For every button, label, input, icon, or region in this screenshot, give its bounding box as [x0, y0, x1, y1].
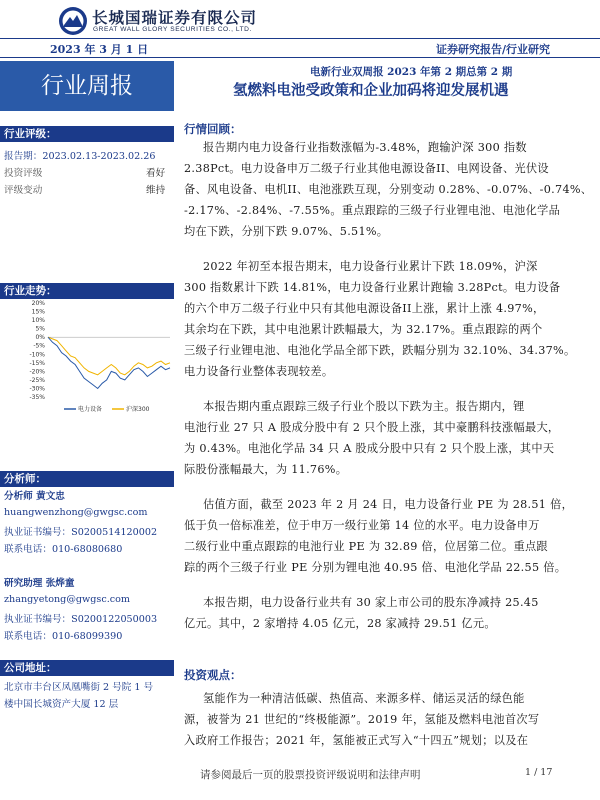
- y-tick-label: 5%: [35, 325, 45, 333]
- analyst-name: 分析师 黄文忠: [4, 491, 65, 502]
- address-line-1: 北京市丰台区凤凰嘴街 2 号院 1 号: [4, 682, 154, 693]
- series-line: [48, 337, 170, 388]
- body-line: 际股份涨幅最大，为 11.76%。: [184, 463, 348, 476]
- legend-label: 电力设备: [78, 406, 103, 413]
- body-line: 其余均在下跌，其中电池累计跌幅最大，为 32.17%。重点跟踪的两个: [184, 323, 543, 336]
- body-line: 二级行业中重点跟踪的电池行业 PE 为 32.89 倍，位居第二位。重点跟: [184, 540, 548, 553]
- industry-trend-chart: [24, 297, 172, 417]
- y-tick-label: 10%: [31, 317, 45, 325]
- body-line: 本报告期内重点跟踪三级子行业个股以下跌为主。报告期内，锂: [203, 400, 525, 413]
- body-line: 为 0.43%。电池化学品 34 只 A 股成分股中只有 2 只个股上涨，其中天: [184, 442, 555, 455]
- rating-change-label: 评级变动: [4, 185, 43, 196]
- body-line: -2.17%、-2.84%、-7.55%。重点跟踪的三级子行业锂电池、电池化学品: [184, 204, 561, 217]
- header-divider-2: [0, 57, 600, 58]
- company-name-cn: 长城国瑞证券有限公司: [92, 9, 258, 27]
- y-tick-label: -25%: [29, 376, 45, 384]
- y-tick-label: -5%: [33, 342, 45, 350]
- assistant-phone: 联系电话：010-68099390: [4, 631, 123, 642]
- rating-change-value: 维持: [146, 185, 166, 196]
- analyst-email[interactable]: huangwenzhong@gwgsc.com: [4, 507, 148, 518]
- body-line: 源，被誉为 21 世纪的“终极能源”。2019 年，氢能及燃料电池首次写: [184, 713, 540, 726]
- report-headline: 氢燃料电池受政策和企业加码将迎发展机遇: [233, 83, 509, 99]
- market-review-heading: 行情回顾：: [184, 122, 242, 136]
- y-tick-label: -30%: [29, 385, 45, 393]
- y-tick-label: -15%: [29, 359, 45, 367]
- body-line: 的六个申万二级子行业中只有其他电源设备II上涨，累计上涨 4.97%，: [184, 302, 545, 315]
- y-tick-label: 15%: [31, 308, 45, 316]
- body-line: 电力设备行业整体表现较差。: [184, 365, 334, 378]
- body-line: 备、风电设备、电机II、电池涨跌互现，分别变动 0.28%、-0.07%、-0.74%、: [184, 183, 593, 196]
- company-logo-icon: [58, 6, 88, 36]
- company-name-en: GREAT WALL GLORY SECURITIES CO., LTD.: [93, 26, 252, 33]
- assistant-email[interactable]: zhangyetong@gwgsc.com: [4, 594, 131, 605]
- page-number: 1 / 17: [525, 767, 553, 778]
- y-tick-label: 0%: [35, 334, 45, 342]
- body-line: 亿元。其中，2 家增持 4.05 亿元，28 家减持 29.51 亿元。: [184, 617, 496, 630]
- body-line: 电池行业 27 只 A 股成分股中有 2 只个股上涨，其中豪鹏科技涨幅最大，: [184, 421, 560, 434]
- body-line: 氢能作为一种清洁低碳、热值高、来源多样、储运灵活的绿色能: [203, 692, 525, 705]
- body-line: 本报告期，电力设备行业共有 30 家上市公司的股东净减持 25.45: [203, 596, 539, 609]
- y-tick-label: -35%: [29, 394, 45, 401]
- body-line: 报告期内电力设备行业指数涨幅为-3.48%，跑输沪深 300 指数: [203, 141, 527, 154]
- body-line: 低于负一倍标准差，位于申万一级行业第 14 位的水平。电力设备申万: [184, 519, 540, 532]
- analyst-section-title: 分析师：: [0, 471, 174, 487]
- body-line: 2.38Pct。电力设备申万二级子行业其他电源设备II、电网设备、光伏设: [184, 162, 549, 175]
- report-category: 证券研究报告/行业研究: [435, 43, 550, 56]
- header-divider: [0, 38, 600, 39]
- assistant-cert: 执业证书编号：S0200122050003: [4, 614, 158, 625]
- body-line: 300 指数累计下跌 14.81%，电力设备行业累计跑输 3.28Pct。电力设备: [184, 281, 561, 294]
- report-type: 行业周报: [41, 73, 133, 99]
- issue-label: 电新行业双周报 2023 年第 2 期总第 2 期: [310, 66, 513, 78]
- address-line-2: 楼中国长城资产大厦 12 层: [4, 699, 119, 710]
- rating-section-title: 行业评级：: [0, 126, 174, 142]
- rating-label: 投资评级: [4, 168, 43, 179]
- investment-view-heading: 投资观点：: [184, 668, 242, 682]
- report-period: 报告期：2023.02.13-2023.02.26: [4, 151, 156, 162]
- legend-label: 沪深300: [126, 406, 150, 413]
- rating-value: 看好: [146, 168, 166, 179]
- body-line: 入政府工作报告；2021 年，氢能被正式写入“十四五”规划；以及在: [184, 734, 529, 747]
- analyst-phone: 联系电话：010-68080680: [4, 544, 123, 555]
- analyst-cert: 执业证书编号：S0200514120002: [4, 527, 158, 538]
- trend-section-title: 行业走势：: [0, 283, 174, 299]
- body-line: 踪的两个三级子行业 PE 分别为锂电池 40.95 倍、电池化学品 22.55 倍。: [184, 561, 567, 574]
- body-line: 三级子行业锂电池、电池化学品全部下跌，跌幅分别为 32.10%、34.37%。: [184, 344, 576, 357]
- y-tick-label: -20%: [29, 368, 45, 376]
- report-date: 2023 年 3 月 1 日: [50, 43, 149, 56]
- body-line: 均在下跌，分别下跌 9.07%、5.51%。: [184, 225, 389, 238]
- address-section-title: 公司地址：: [0, 660, 174, 676]
- body-line: 估值方面，截至 2023 年 2 月 24 日，电力设备行业 PE 为 28.51 倍，: [203, 498, 574, 511]
- footer-disclaimer[interactable]: 请参阅最后一页的股票投资评级说明和法律声明: [200, 769, 421, 781]
- y-tick-label: -10%: [29, 351, 45, 359]
- assistant-name: 研究助理 张烨童: [4, 578, 75, 589]
- y-tick-label: 20%: [31, 300, 45, 307]
- body-line: 2022 年初至本报告期末，电力设备行业累计下跌 18.09%，沪深: [203, 260, 538, 273]
